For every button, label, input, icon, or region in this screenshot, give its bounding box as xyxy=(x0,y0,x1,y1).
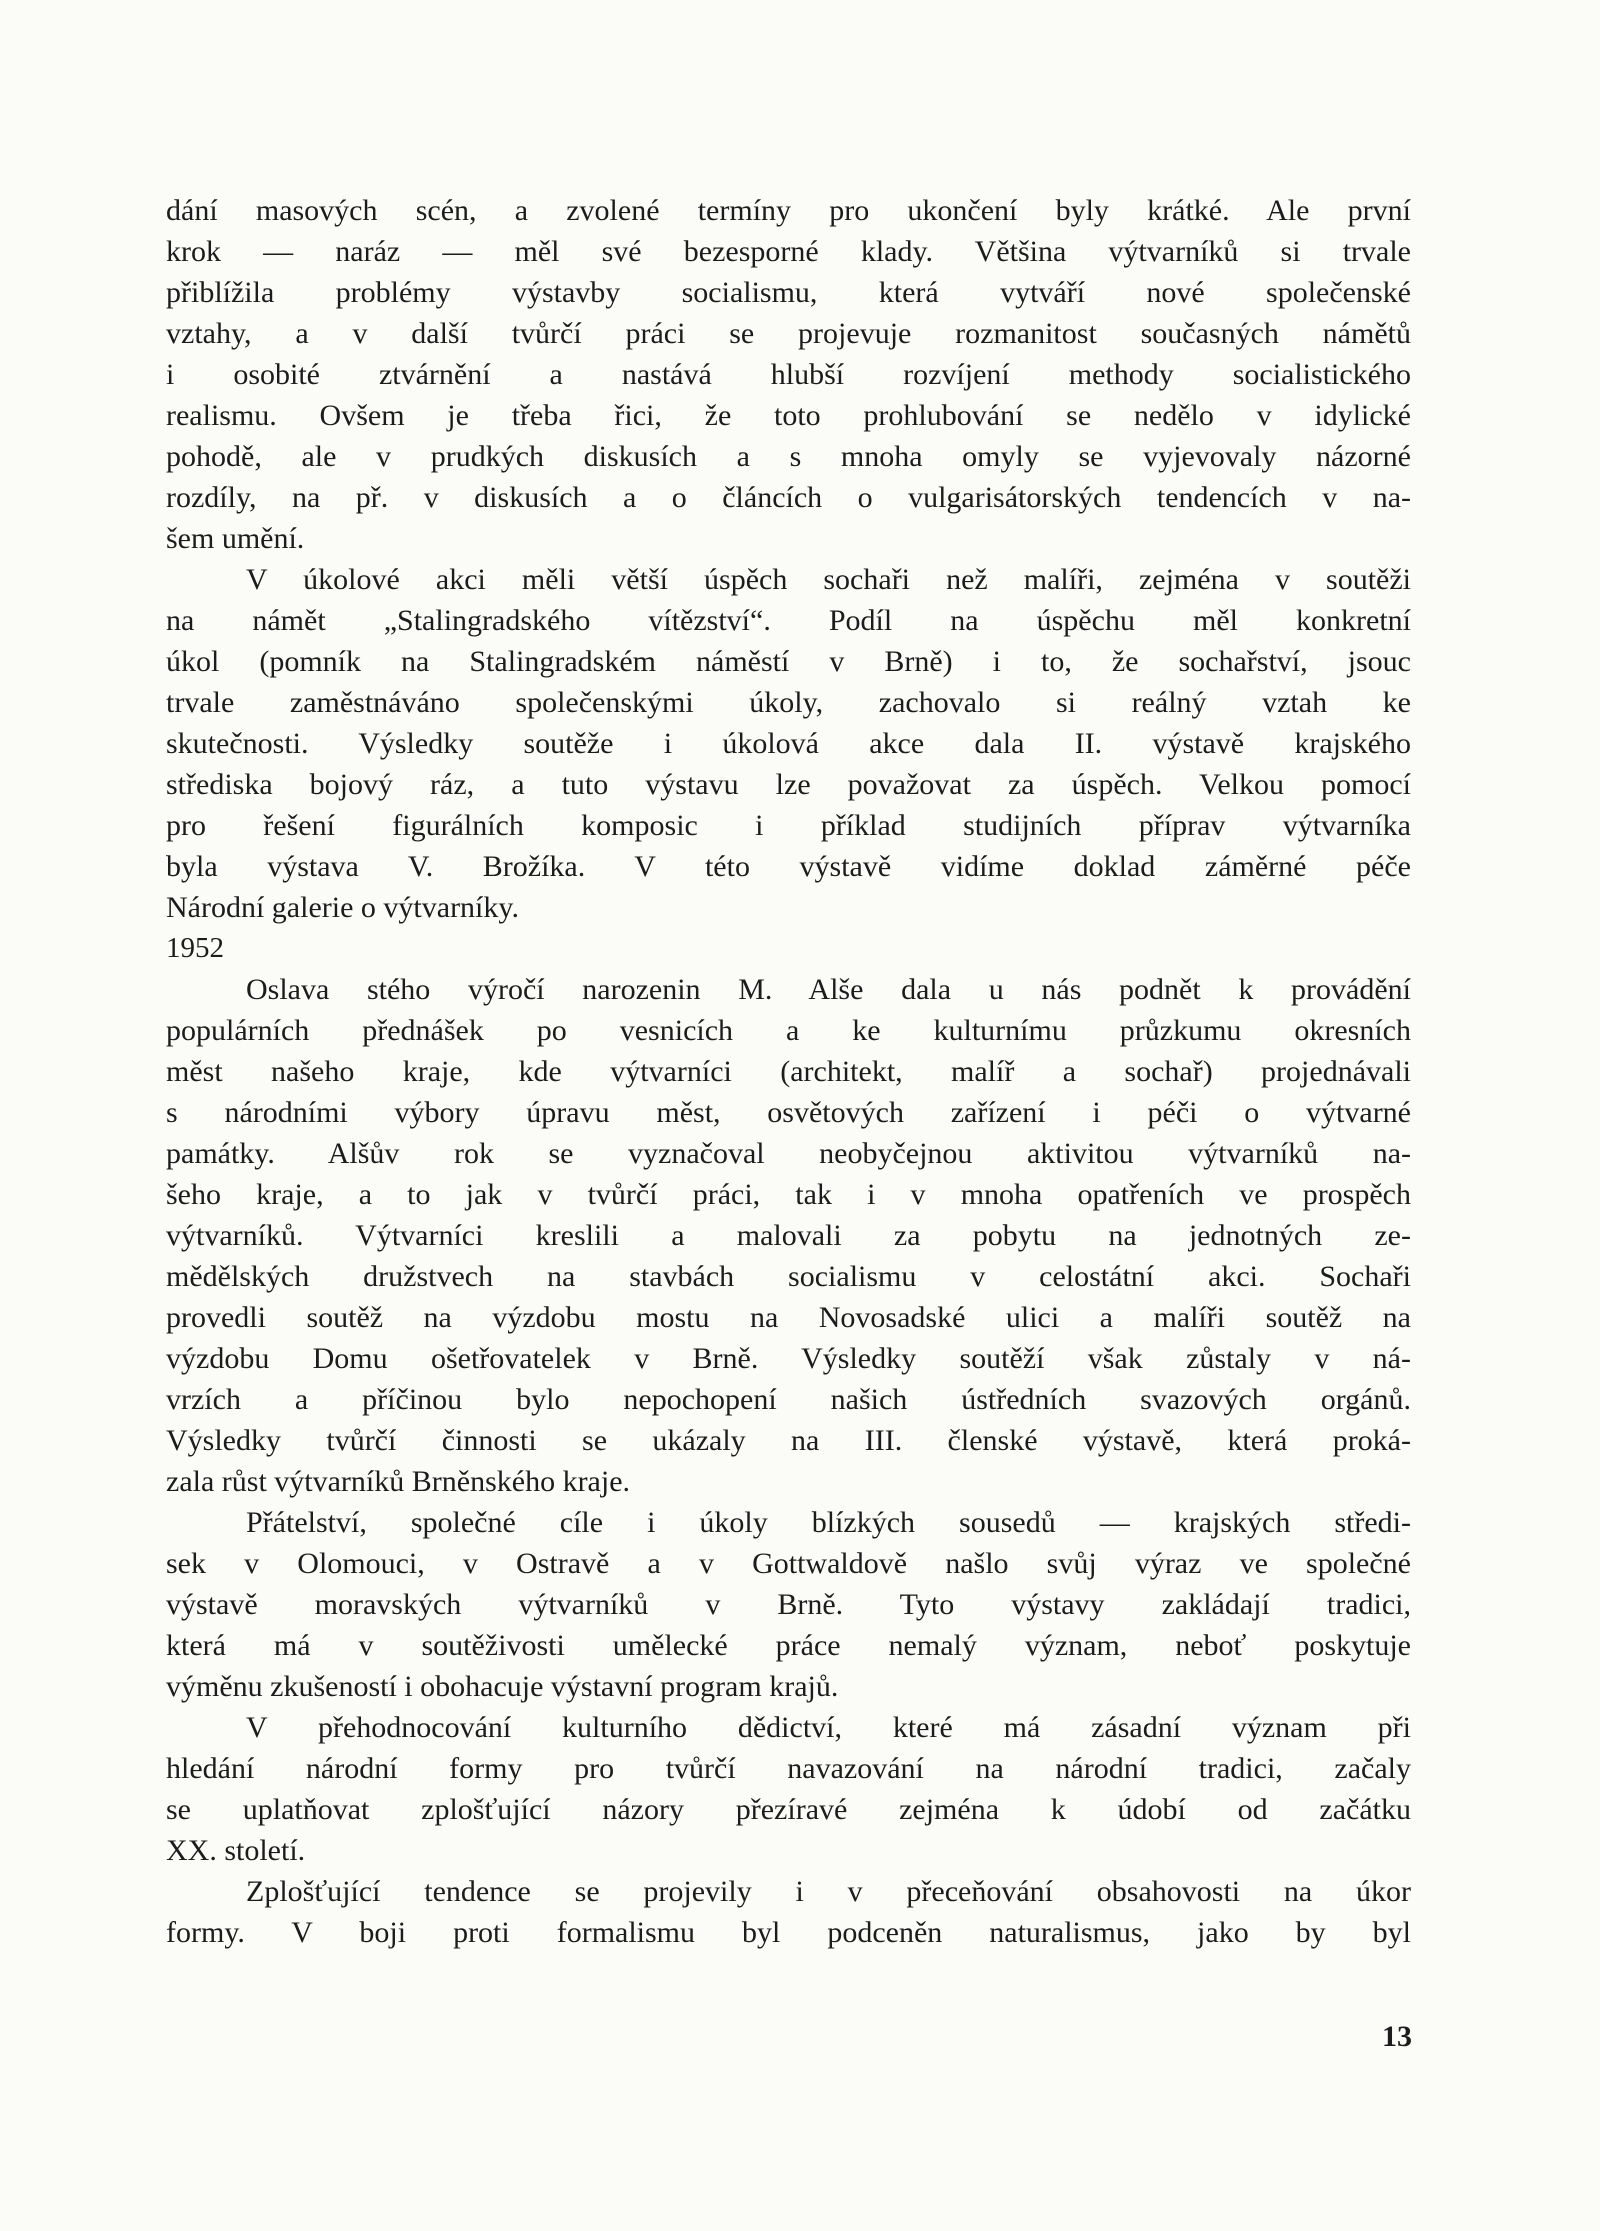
text-line: mědělských družstvech na stavbách socialismu v celostátní akci. Sochaři xyxy=(166,1260,1411,1293)
text-line: pohodě, ale v prudkých diskusích a s mnoha omyly se vyjevovaly názorné xyxy=(166,440,1411,473)
text-line: skutečnosti. Výsledky soutěže i úkolová akce dala II. výstavě krajského xyxy=(166,727,1411,760)
text-line: přiblížila problémy výstavby socialismu, která vytváří nové společenské xyxy=(166,276,1411,309)
text-line: trvale zaměstnáváno společenskými úkoly, zachovalo si reálný vztah ke xyxy=(166,686,1411,719)
text-line: provedli soutěž na výzdobu mostu na Novosadské ulici a malíři soutěž na xyxy=(166,1301,1411,1334)
paragraph xyxy=(166,969,1411,1502)
text-line: pro řešení figurálních komposic i příklad studijních příprav výtvarníka xyxy=(166,809,1411,842)
text-line: XX. století. xyxy=(166,1834,306,1867)
paragraph xyxy=(166,1707,1411,1871)
text-line: Výsledky tvůrčí činnosti se ukázaly na III. členské výstavě, která proká- xyxy=(166,1424,1411,1457)
text-line: vrzích a příčinou bylo nepochopení našich ústředních svazových orgánů. xyxy=(166,1383,1411,1416)
text-line: šem umění. xyxy=(166,522,305,555)
year-label: 1952 xyxy=(166,932,224,964)
paragraph xyxy=(166,1502,1411,1707)
text-line: se uplatňovat zplošťující názory přezíravé zejména k údobí od začátku xyxy=(166,1793,1411,1826)
text-line: měst našeho kraje, kde výtvarníci (architekt, malíř a sochař) projednávali xyxy=(166,1055,1411,1088)
text-line: Zplošťující tendence se projevily i v přeceňování obsahovosti na úkor xyxy=(246,1875,1411,1908)
text-line: Národní galerie o výtvarníky. xyxy=(166,891,519,924)
text-line: na námět „Stalingradského vítězství“. Podíl na úspěchu měl konkretní xyxy=(166,604,1411,637)
text-line: V úkolové akci měli větší úspěch sochaři než malíři, zejména v soutěži xyxy=(246,563,1411,596)
year-heading xyxy=(166,928,1411,969)
text-line: krok — naráz — měl své bezesporné klady. Většina výtvarníků si trvale xyxy=(166,235,1411,268)
text-line: realismu. Ovšem je třeba řici, že toto prohlubování se nedělo v idylické xyxy=(166,399,1411,432)
body-text xyxy=(166,190,1411,1953)
paragraph xyxy=(166,190,1411,559)
text-line: Oslava stého výročí narozenin M. Alše dala u nás podnět k provádění xyxy=(246,973,1411,1006)
text-line: památky. Alšův rok se vyznačoval neobyčejnou aktivitou výtvarníků na- xyxy=(166,1137,1411,1170)
paragraph xyxy=(166,559,1411,928)
text-line: formy. V boji proti formalismu byl podceněn naturalismus, jako by byl xyxy=(166,1916,1411,1949)
text-line: úkol (pomník na Stalingradském náměstí v Brně) i to, že sochařství, jsouc xyxy=(166,645,1411,678)
page-number: 13 xyxy=(1382,2020,1412,2053)
text-line: Přátelství, společné cíle i úkoly blízkých sousedů — krajských středi- xyxy=(246,1506,1411,1539)
text-line: byla výstava V. Brožíka. V této výstavě vidíme doklad záměrné péče xyxy=(166,850,1411,883)
text-line: rozdíly, na př. v diskusích a o článcích o vulgarisátorských tendencích v na- xyxy=(166,481,1411,514)
text-line: hledání národní formy pro tvůrčí navazování na národní tradici, začaly xyxy=(166,1752,1411,1785)
text-line: střediska bojový ráz, a tuto výstavu lze považovat za úspěch. Velkou pomocí xyxy=(166,768,1411,801)
text-line: výtvarníků. Výtvarníci kreslili a malovali za pobytu na jednotných ze- xyxy=(166,1219,1411,1252)
paragraph xyxy=(166,1871,1411,1953)
text-line: výzdobu Domu ošetřovatelek v Brně. Výsledky soutěží však zůstaly v ná- xyxy=(166,1342,1411,1375)
text-line: V přehodnocování kulturního dědictví, které má zásadní význam při xyxy=(246,1711,1411,1744)
text-line: která má v soutěživosti umělecké práce nemalý význam, neboť poskytuje xyxy=(166,1629,1411,1662)
text-line: šeho kraje, a to jak v tvůrčí práci, tak i v mnoha opatřeních ve prospěch xyxy=(166,1178,1411,1211)
text-line: i osobité ztvárnění a nastává hlubší rozvíjení methody socialistického xyxy=(166,358,1411,391)
text-line: s národními výbory úpravu měst, osvětových zařízení i péči o výtvarné xyxy=(166,1096,1411,1129)
text-line: populárních přednášek po vesnicích a ke kulturnímu průzkumu okresních xyxy=(166,1014,1411,1047)
text-line: dání masových scén, a zvolené termíny pro ukončení byly krátké. Ale první xyxy=(166,194,1411,227)
text-line: výměnu zkušeností i obohacuje výstavní program krajů. xyxy=(166,1670,839,1703)
text-line: zala růst výtvarníků Brněnského kraje. xyxy=(166,1465,631,1498)
text-line: výstavě moravských výtvarníků v Brně. Tyto výstavy zakládají tradici, xyxy=(166,1588,1411,1621)
text-line: sek v Olomouci, v Ostravě a v Gottwaldově našlo svůj výraz ve společné xyxy=(166,1547,1411,1580)
text-line: vztahy, a v další tvůrčí práci se projevuje rozmanitost současných námětů xyxy=(166,317,1411,350)
